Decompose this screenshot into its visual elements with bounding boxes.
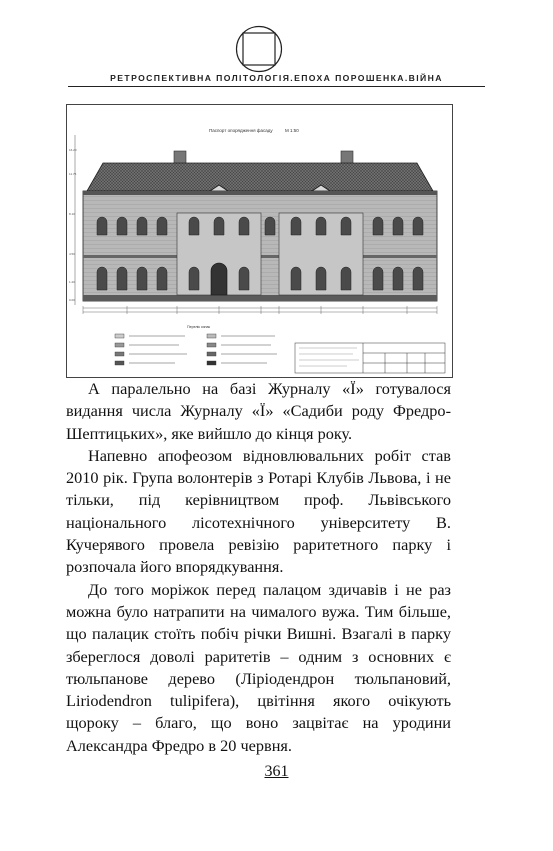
paragraph-3: До того моріжок перед палацом здичавів і не раз можна було натрапити на чималого вужа. Тим більше, що палацик стоїть побіч річки Вишні. Взагалі в парку збереглося доволі раритетів – одним з основних є тюльпанове дерево (Ліріодендрон тюльпановий, Liriodendron tulipifera), цвітіння якого очікують щороку – благо, що воно зацвітає на уродини Александра Фредро в 20 червня. [66, 579, 451, 755]
header-rule [68, 86, 485, 87]
svg-text:16.20: 16.20 [69, 148, 77, 152]
facade-drawing-figure [66, 104, 453, 378]
facade-elevation-drawing [67, 105, 452, 377]
legend-title: Перелік ознак [187, 325, 211, 329]
paragraph-2: Напевно апофеозом відновлювальних робіт став 2010 рік. Група волонтерів з Ротарі Клубів Львова, і не тільки, під керівництвом проф. Львівського національного лісотехнічного університету В. Кучерявого провела ревізію раритетного парку і розпочала його впорядкування. [66, 445, 451, 577]
svg-text:1.20: 1.20 [69, 280, 75, 284]
circle-square-emblem-icon [234, 24, 284, 74]
svg-text:8.10: 8.10 [69, 212, 75, 216]
svg-text:М 1:50: М 1:50 [285, 128, 299, 133]
page-number: 361 [264, 763, 289, 780]
svg-text:0.00: 0.00 [69, 298, 75, 302]
svg-text:4.50: 4.50 [69, 252, 75, 256]
body-text [66, 378, 451, 757]
running-title: РЕТРОСПЕКТИВНА ПОЛІТОЛОГІЯ.ЕПОХА ПОРОШЕНКА.ВІЙНА [110, 73, 443, 83]
svg-text:11.75: 11.75 [69, 172, 77, 176]
paragraph-1: А паралельно на базі Журналу «Ї» готувалося видання числа Журналу «Ї» «Садиби роду Фредро-Шептицьких», яке вийшло до кінця року. [66, 379, 451, 443]
drawing-title: Паспорт опорядження фасаду [209, 128, 273, 133]
